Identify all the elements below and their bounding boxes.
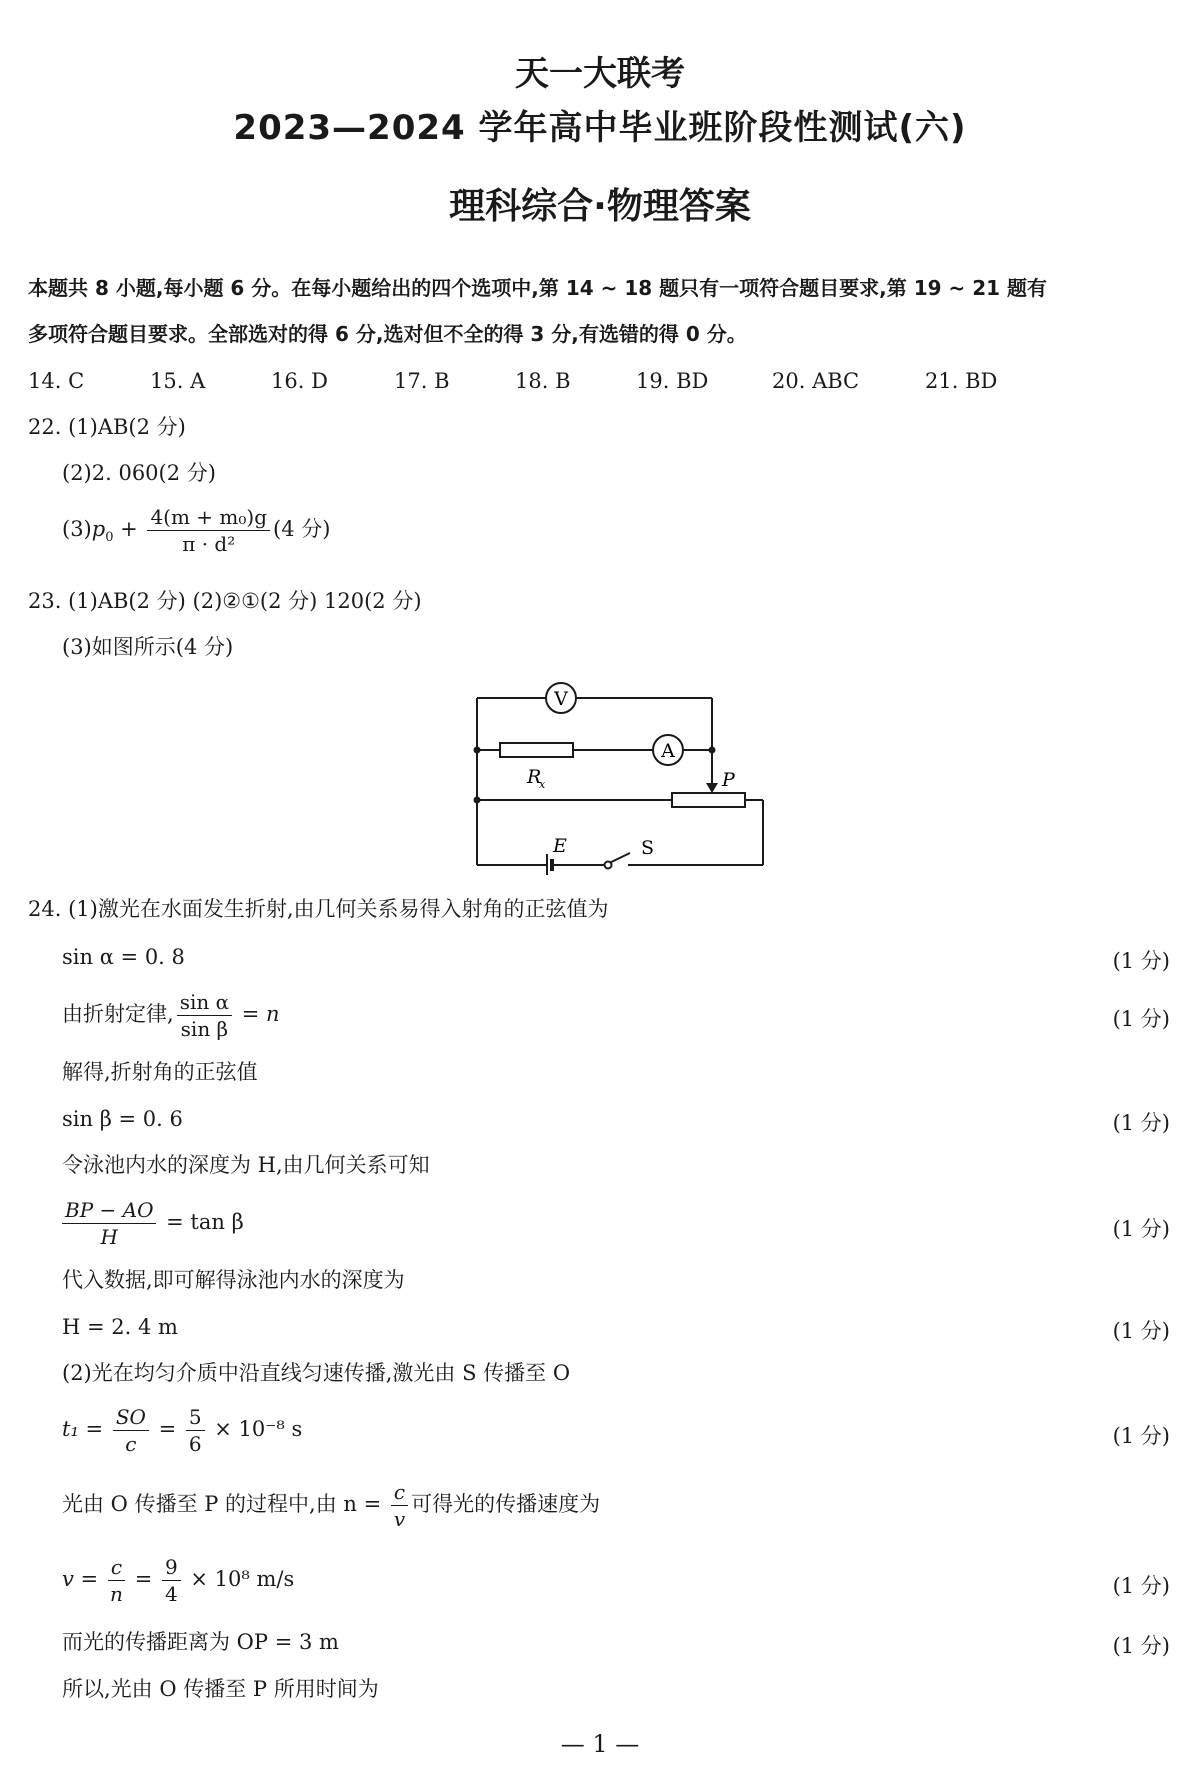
score-mark: (1 分) <box>1112 1574 1170 1598</box>
resistor-rx <box>500 743 573 757</box>
q24-line-8: 代入数据,即可解得泳池内水的深度为 <box>62 1268 405 1292</box>
q24-line-14: 而光的传播距离为 OP = 3 m <box>62 1630 339 1654</box>
resistor-subscript: x <box>539 778 546 791</box>
q22-fraction: $\frac{\text{4(m + m₀)g}}{\text{π · d²}}$ <box>147 505 270 556</box>
switch-contact <box>605 862 612 869</box>
circuit-diagram <box>470 675 780 875</box>
score-mark: (1 分) <box>1112 1007 1170 1031</box>
exam-title: 2023—2024 学年高中毕业班阶段性测试(六) <box>233 108 967 148</box>
mc-answer: 16. D <box>271 369 328 393</box>
q24-line-3: 由折射定律, $\frac{\text{sin α}}{\text{sin β}}$ = n <box>62 990 280 1041</box>
voltmeter-label: V <box>554 688 568 710</box>
q23-parts-1-2: 23. (1)AB(2 分) (2)②①(2 分) 120(2 分) <box>28 589 422 613</box>
score-mark: (1 分) <box>1112 1319 1170 1343</box>
junction-dot <box>474 747 481 754</box>
q23-part3: (3)如图所示(4 分) <box>62 635 234 659</box>
resistor-label: R <box>527 766 542 788</box>
rheostat <box>672 793 745 807</box>
instructions-line-1: 本题共 8 小题,每小题 6 分。在每小题给出的四个选项中,第 14 ~ 18 题只有一项符合题目要求,第 19 ~ 21 题有 <box>28 276 1048 300</box>
score-mark: (1 分) <box>1112 1424 1170 1448</box>
q24-line-12: 光由 O 传播至 P 的过程中,由 n = $\frac{c}{v}$ 可得光的传播速度为 <box>62 1480 601 1531</box>
q24-line-9: H = 2. 4 m <box>62 1315 178 1339</box>
org-title: 天一大联考 <box>515 54 685 94</box>
switch-label: S <box>641 837 655 859</box>
mc-answer: 19. BD <box>636 369 709 393</box>
q24-line-1: 24. (1)激光在水面发生折射,由几何关系易得入射角的正弦值为 <box>28 897 609 921</box>
q22-part2: (2)2. 060(2 分) <box>62 461 216 485</box>
mc-answer: 20. ABC <box>772 369 860 393</box>
q24-line-6: 令泳池内水的深度为 H,由几何关系可知 <box>62 1153 430 1177</box>
slider-arrow <box>706 783 718 793</box>
slider-label: P <box>722 769 735 791</box>
speed-fraction-1: $\frac{c}{n}$ <box>108 1555 125 1606</box>
q24-line-4: 解得,折射角的正弦值 <box>62 1060 258 1084</box>
subject-title: 理科综合·物理答案 <box>449 186 751 227</box>
q24-line-7: $\frac{BP - AO}{H}$ = tan β <box>62 1198 244 1249</box>
q24-line-11: t₁ = $\frac{SO}{c}$ = $\frac{5}{6}$ × 10⁻⁸ s <box>62 1405 303 1456</box>
speed-fraction-inline: $\frac{c}{v}$ <box>391 1480 408 1531</box>
junction-dot <box>709 747 716 754</box>
q24-line-15: 所以,光由 O 传播至 P 所用时间为 <box>62 1677 379 1701</box>
instructions-line-2: 多项符合题目要求。全部选对的得 6 分,选对但不全的得 3 分,有选错的得 0 分。 <box>28 322 747 346</box>
score-mark: (1 分) <box>1112 1217 1170 1241</box>
mc-answer: 18. B <box>515 369 571 393</box>
q24-line-2: sin α = 0. 8 <box>62 945 185 969</box>
q22-part1: 22. (1)AB(2 分) <box>28 415 186 439</box>
score-mark: (1 分) <box>1112 1634 1170 1658</box>
q24-line-13: v = $\frac{c}{n}$ = $\frac{9}{4}$ × 10⁸ m/s <box>62 1555 295 1606</box>
mc-answer: 15. A <box>150 369 206 393</box>
q22-part3: $(3)p_0$ + $\frac{\text{4(m + m₀)g}}{\text{π · d²}}$ (4 分) <box>62 505 331 556</box>
time-fraction-2: $\frac{5}{6}$ <box>186 1405 205 1456</box>
junction-dot <box>474 797 481 804</box>
page-number: — 1 — <box>560 1730 640 1758</box>
mc-answer: 21. BD <box>925 369 998 393</box>
q24-line-5: sin β = 0. 6 <box>62 1107 183 1131</box>
mc-answer: 14. C <box>28 369 85 393</box>
score-mark: (1 分) <box>1112 1111 1170 1135</box>
speed-fraction-2: $\frac{9}{4}$ <box>162 1555 181 1606</box>
score-mark: (1 分) <box>1112 949 1170 973</box>
mc-answer: 17. B <box>394 369 450 393</box>
time-fraction-1: $\frac{SO}{c}$ <box>113 1405 149 1456</box>
emf-label: E <box>553 835 567 857</box>
q24-line-10: (2)光在均匀介质中沿直线匀速传播,激光由 S 传播至 O <box>62 1361 571 1385</box>
ammeter-label: A <box>661 740 675 762</box>
depth-fraction: $\frac{BP - AO}{H}$ <box>62 1198 156 1249</box>
snell-fraction: $\frac{\text{sin α}}{\text{sin β}}$ <box>177 990 232 1041</box>
